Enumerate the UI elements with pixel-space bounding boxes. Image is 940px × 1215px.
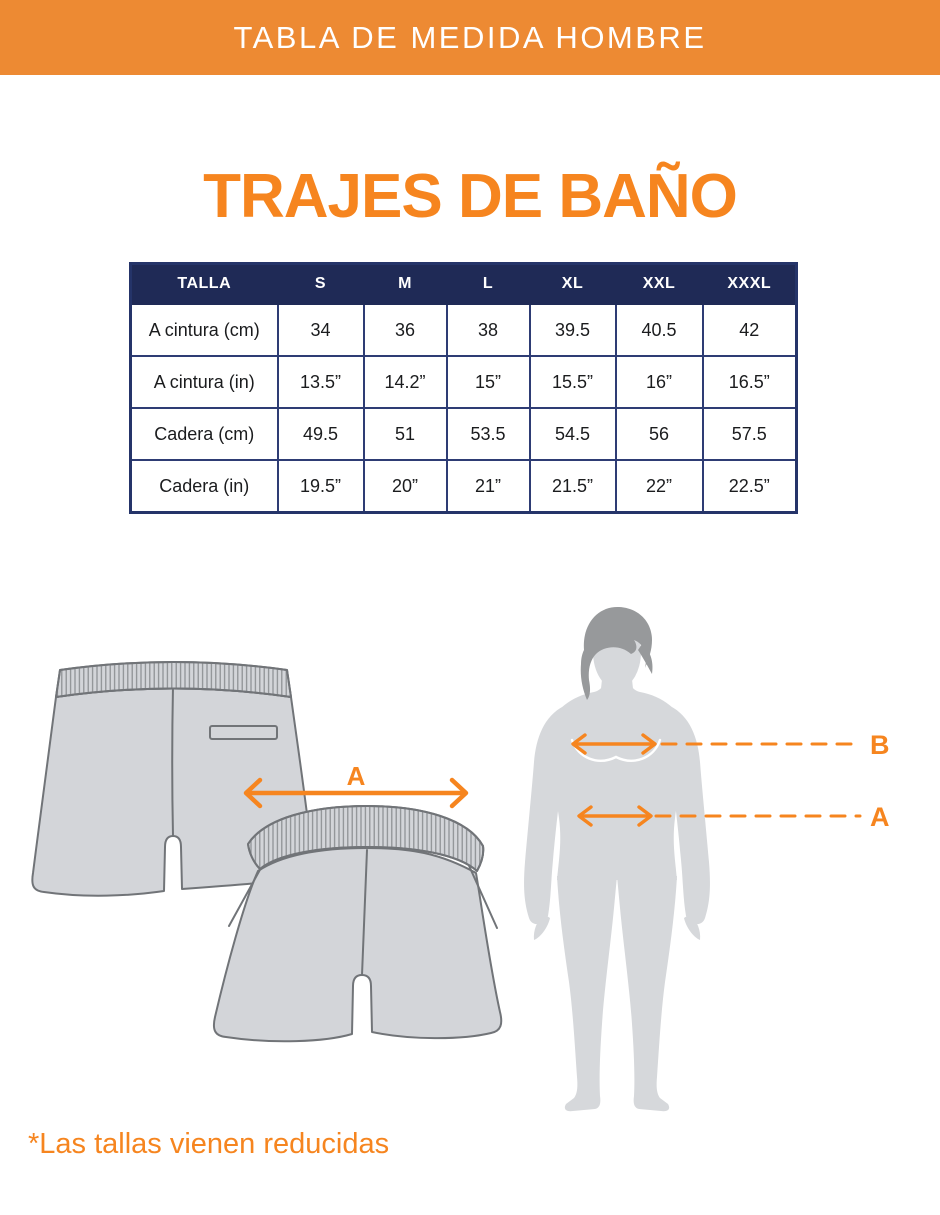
measurement-label-cell: Cadera (cm) — [131, 408, 278, 460]
measurement-value-cell: 15” — [447, 356, 530, 408]
shorts-front-view — [214, 806, 501, 1041]
measurement-row — [131, 460, 797, 513]
measurement-value-cell: 56 — [616, 408, 703, 460]
measurement-value-cell: 49.5 — [278, 408, 364, 460]
size-column-header: L — [447, 264, 530, 305]
measurement-value-cell: 39.5 — [530, 304, 616, 356]
measurement-value-cell: 36 — [364, 304, 447, 356]
body-chest-label: B — [870, 730, 890, 760]
measurement-value-cell: 38 — [447, 304, 530, 356]
shorts-illustration — [20, 640, 520, 1060]
body-waist-label: A — [870, 802, 890, 832]
measurement-value-cell: 34 — [278, 304, 364, 356]
measurement-label-cell: Cadera (in) — [131, 460, 278, 513]
measurement-value-cell: 53.5 — [447, 408, 530, 460]
size-table-body — [131, 304, 797, 513]
page-title: TRAJES DE BAÑO — [203, 162, 737, 231]
measurement-value-cell: 42 — [703, 304, 797, 356]
measurement-row — [131, 356, 797, 408]
size-column-header: M — [364, 264, 447, 305]
measurement-value-cell: 20” — [364, 460, 447, 513]
body-silhouette-illustration — [520, 580, 920, 1120]
measurement-label-cell: A cintura (cm) — [131, 304, 278, 356]
size-column-header: XXXL — [703, 264, 797, 305]
measurement-value-cell: 19.5” — [278, 460, 364, 513]
measurement-label-cell: A cintura (in) — [131, 356, 278, 408]
back-center-seam — [172, 686, 173, 836]
measurement-value-cell: 40.5 — [616, 304, 703, 356]
header-banner — [0, 0, 940, 75]
measurement-value-cell: 51 — [364, 408, 447, 460]
measurement-value-cell: 22” — [616, 460, 703, 513]
size-table-header-row — [131, 264, 797, 305]
measurement-value-cell: 14.2” — [364, 356, 447, 408]
shorts-measure-label: A — [346, 761, 366, 791]
body-silhouette — [524, 607, 710, 1111]
measurement-value-cell: 16” — [616, 356, 703, 408]
footnote: *Las tallas vienen reducidas — [28, 1128, 390, 1160]
measurement-value-cell: 15.5” — [530, 356, 616, 408]
talla-column-header: TALLA — [131, 264, 278, 305]
measurement-value-cell: 54.5 — [530, 408, 616, 460]
measurement-value-cell: 13.5” — [278, 356, 364, 408]
measurement-value-cell: 21” — [447, 460, 530, 513]
measurement-value-cell: 57.5 — [703, 408, 797, 460]
size-column-header: XL — [530, 264, 616, 305]
measurement-value-cell: 16.5” — [703, 356, 797, 408]
measurement-value-cell: 22.5” — [703, 460, 797, 513]
size-column-header: S — [278, 264, 364, 305]
size-column-header: XXL — [616, 264, 703, 305]
banner-title: TABLA DE MEDIDA HOMBRE — [233, 19, 707, 55]
measurement-row — [131, 304, 797, 356]
size-table — [129, 262, 798, 514]
measurement-row — [131, 408, 797, 460]
measurement-value-cell: 21.5” — [530, 460, 616, 513]
